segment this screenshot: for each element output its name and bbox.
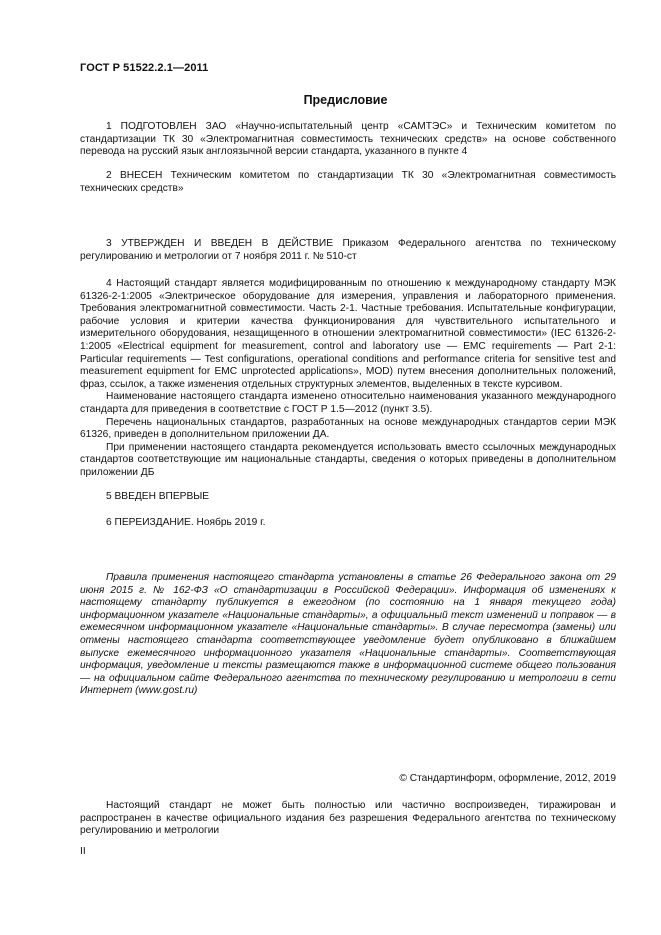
item-4-text: 4 Настоящий стандарт является модифицированным по отношению к международному стандарту МЭК 61326-2-1:2005 «Электрическое оборудование для измерения, управления и лабораторного применения. Требования электромагнитной совместимости. Часть 2-1. Частные требования. Испытательные конфигурации, рабочие условия и критерии качества функционирования для чувствительного испытательного и измерительного оборудования, незащищенного в отношении электромагнитной совместимости» (IEC 61326-2-1:2005 «Electrical equipment for measurement, control and laboratory use — EMC requirements — Part 2-1: Particular requirements — Test configurations, operational conditions and performance criteria for sensitive test and measurement equipment for EMC unprotected applications», MOD) путем внесения дополнительных положений, фраз, ссылок, а также изменения отдельных структурных элементов, выделенных в тексте курсивом. — [80, 278, 616, 390]
item-4-usage-recommendation: При применении настоящего стандарта рекомендуется использовать вместо ссылочных международных стандартов соответствующие им национальные стандарты, сведения о которых приведены в дополнительном приложении ДБ — [80, 441, 616, 478]
item-2 — [80, 170, 616, 195]
rules-note — [80, 572, 616, 698]
item-1 — [80, 121, 616, 159]
item-3 — [80, 238, 616, 263]
item-5 — [80, 491, 616, 504]
rules-note-text: Правила применения настоящего стандарта установлены в статье 26 Федерального закона от 29 июня 2015 г. № 162-ФЗ «О стандартизации в Российской Федерации». Информация об изменениях к настоящему стандарту публикуется в ежегодном (по состоянию на 1 января текущего года) информационном указателе «Национальные стандарты», а официальный текст изменений и поправок — в ежемесячном информационном указателе «Национальные стандарты». В случае пересмотра (замены) или отмены настоящего стандарта соответствующее уведомление будет опубликовано в ближайшем выпуске ежемесячного информационного указателя «Национальные стандарты». Соответствующая информация, уведомление и тексты размещаются также в информационной системе общего пользования — на официальном сайте Федерального агентства по техническому регулированию и метрологии в сети Интернет (www.gost.ru) — [80, 572, 616, 697]
page-number: II — [80, 846, 86, 857]
copyright-line: © Стандартинформ, оформление, 2012, 2019 — [399, 773, 616, 784]
page-title: Предисловие — [303, 93, 388, 107]
item-6-text: 6 ПЕРЕИЗДАНИЕ. Ноябрь 2019 г. — [106, 517, 266, 528]
item-4-name-change: Наименование настоящего стандарта изменено относительно наименования указанного международного стандарта для приведения в соответствие с ГОСТ Р 1.5—2012 (пункт 3.5). — [80, 391, 616, 415]
item-2-text: 2 ВНЕСЕН Техническим комитетом по стандартизации ТК 30 «Электромагнитная совместимость технических средств» — [80, 170, 616, 194]
item-4-national-list: Перечень национальных стандартов, разработанных на основе международных стандартов серии МЭК 61326, приведен в дополнительном приложении ДА. — [80, 416, 616, 441]
item-6 — [80, 517, 616, 530]
item-3-text: 3 УТВЕРЖДЕН И ВВЕДЕН В ДЕЙСТВИЕ Приказом Федерального агентства по техническому регулированию и метрологии от 7 ноября 2011 г. № 510-ст — [80, 238, 616, 262]
standard-code-header: ГОСТ Р 51522.2.1—2011 — [80, 62, 209, 74]
item-4 — [80, 278, 616, 480]
item-5-text: 5 ВВЕДЕН ВПЕРВЫЕ — [106, 491, 210, 502]
reproduction-note-text: Настоящий стандарт не может быть полностью или частично воспроизведен, тиражирован и распространен в качестве официального издания без разрешения Федерального агентства по техническому регулированию и метрологии — [80, 800, 616, 837]
reproduction-note — [80, 800, 616, 838]
item-1-text: 1 ПОДГОТОВЛЕН ЗАО «Научно-испытательный центр «САМТЭС» и Техническим комитетом по стандартизации ТК 30 «Электромагнитная совместимость технических средств» на основе собственного перевода на русский язык англоязычной версии стандарта, указанного в пункте 4 — [80, 121, 616, 158]
